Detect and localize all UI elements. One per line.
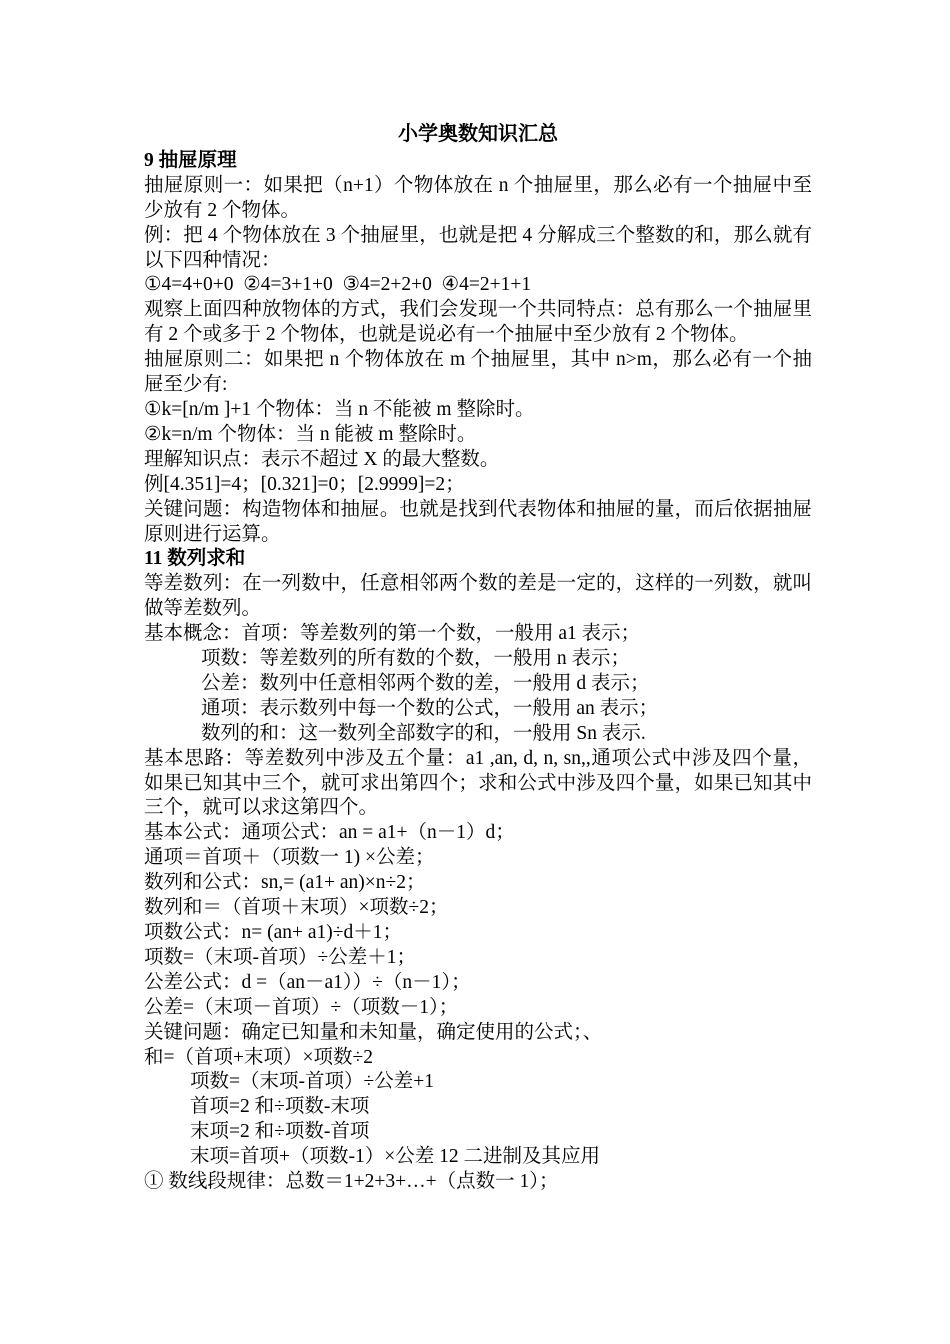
section-9-paragraph: ①k=[n/m ]+1 个物体：当 n 不能被 m 整除时。 — [144, 398, 535, 420]
section-9-paragraph: 例：把 4 个物体放在 3 个抽屉里，也就是把 4 分解成三个整数的和，那么就有以下四种情况： — [144, 224, 812, 271]
section-9-paragraph: 抽屉原则一：如果把（n+1）个物体放在 n 个抽屉里，那么必有一个抽屉中至少放有 2 个物体。 — [144, 174, 812, 221]
section-11-concept: 数列的和：这一数列全部数字的和，一般用 Sn 表示. — [201, 722, 646, 744]
section-9-paragraph: 观察上面四种放物体的方式，我们会发现一个共同特点：总有那么一个抽屉里有 2 个或多于 2 个物体，也就是说必有一个抽屉中至少放有 2 个物体。 — [144, 299, 812, 346]
section-9-paragraph: 抽屉原则二：如果把 n 个物体放在 m 个抽屉里，其中 n>m，那么必有一个抽屉至少有: — [144, 349, 812, 396]
section-11-formula: 数列和公式：sn,= (a1+ an)×n÷2； — [144, 872, 426, 894]
page-title: 小学奥数知识汇总 — [398, 123, 558, 145]
section-11-concept: 通项：表示数列中每一个数的公式，一般用 an 表示； — [201, 697, 659, 719]
section-11-paragraph: 基本思路：等差数列中涉及五个量：a1 ,an, d, n, sn,,通项公式中涉及四个量，如果已知其中三个，就可求出第四个；求和公式中涉及四个量，如果已知其中三个，就可以求这第四个。 — [144, 747, 812, 819]
section-9-paragraph: 理解知识点：表示不超过 X 的最大整数。 — [144, 448, 500, 470]
section-11-formula: 公差=（末项－首项）÷（项数－1）； — [144, 996, 459, 1018]
section-11-concept: 基本概念：首项：等差数列的第一个数，一般用 a1 表示； — [144, 623, 641, 645]
section-9-paragraph: 关键问题：构造物体和抽屉。也就是找到代表物体和抽屉的量，而后依据抽屉原则进行运算。 — [144, 498, 812, 545]
section-9-paragraph: ②k=n/m 个物体：当 n 能被 m 整除时。 — [144, 423, 477, 445]
section-11-formula: 首项=2 和÷项数-末项 — [190, 1096, 370, 1118]
section-11-formula: 末项=2 和÷项数-首项 — [190, 1121, 370, 1143]
section-11-paragraph: ① 数线段规律：总数＝1+2+3+…+（点数一 1）； — [144, 1171, 559, 1193]
section-11-formula: 和=（首项+末项）×项数÷2 — [144, 1046, 373, 1068]
section-11-formula: 数列和＝（首项＋末项）×项数÷2； — [144, 897, 449, 919]
section-11-heading: 11 数列求和 — [144, 548, 246, 570]
section-11-concept: 公差：数列中任意相邻两个数的差，一般用 d 表示； — [201, 672, 650, 694]
section-9-paragraph: ①4=4+0+0 ②4=3+1+0 ③4=2+2+0 ④4=2+1+1 — [144, 274, 532, 296]
section-11-formula: 项数=（末项-首项）÷公差+1 — [190, 1071, 434, 1093]
section-11-concept: 项数：等差数列的所有数的个数，一般用 n 表示； — [201, 648, 631, 670]
section-11-formula: 基本公式：通项公式：an = a1+（n－1）d； — [144, 822, 515, 844]
document-body — [144, 122, 812, 1195]
section-11-formula: 通项＝首项＋（项数一 1) ×公差； — [144, 847, 435, 869]
section-11-formula: 公差公式：d =（an－a1））÷（n－1）； — [144, 971, 471, 993]
section-11-paragraph: 等差数列：在一列数中，任意相邻两个数的差是一定的，这样的一列数，就叫做等差数列。 — [144, 573, 812, 620]
section-11-paragraph: 关键问题：确定已知量和未知量，确定使用的公式；、 — [144, 1021, 603, 1043]
section-11-formula: 项数=（末项-首项）÷公差＋1； — [144, 946, 416, 968]
section-11-formula: 项数公式：n= (an+ a1)÷d＋1； — [144, 922, 402, 943]
section-9-paragraph: 例[4.351]=4；[0.321]=0；[2.9999]=2； — [144, 473, 465, 495]
section-11-formula: 末项=首项+（项数-1）×公差 12 二进制及其应用 — [190, 1146, 600, 1168]
section-9-heading: 9 抽屉原理 — [144, 149, 237, 171]
